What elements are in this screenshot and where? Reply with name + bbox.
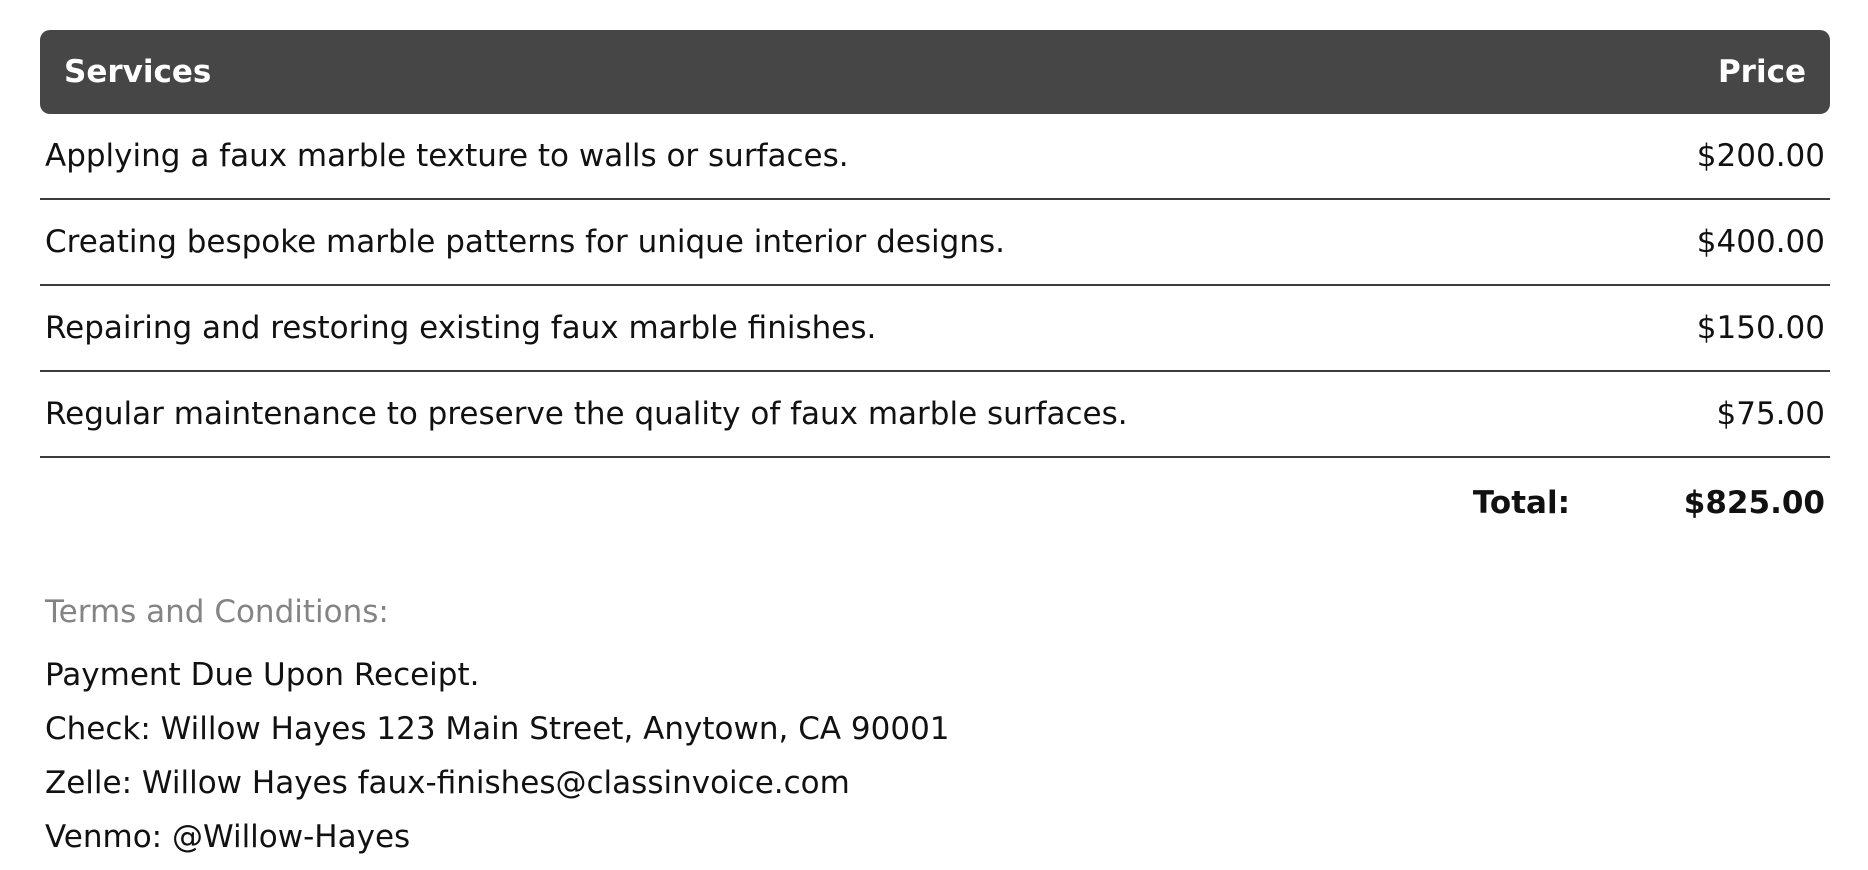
terms-line: Check: Willow Hayes 123 Main Street, Anytown, CA 90001 <box>45 711 950 747</box>
service-cell: Regular maintenance to preserve the quality of faux marble surfaces. <box>45 396 1128 432</box>
services-table-body <box>40 114 1830 458</box>
services-table-header <box>40 30 1830 114</box>
services-column-header: Services <box>64 54 212 90</box>
table-row <box>40 200 1830 286</box>
terms-line: Payment Due Upon Receipt. <box>45 657 480 693</box>
price-column-header: Price <box>1717 54 1806 90</box>
terms-line: Venmo: @Willow-Hayes <box>45 819 411 855</box>
price-cell: $200.00 <box>1696 138 1825 174</box>
service-cell: Applying a faux marble texture to walls or surfaces. <box>45 138 849 174</box>
total-row <box>40 458 1830 548</box>
table-row <box>40 114 1830 200</box>
table-row <box>40 286 1830 372</box>
service-cell: Repairing and restoring existing faux marble finishes. <box>45 310 877 346</box>
terms-lines <box>45 648 1825 864</box>
total-value: $825.00 <box>1683 485 1825 521</box>
total-label: Total: <box>1472 485 1570 521</box>
price-cell: $400.00 <box>1696 224 1825 260</box>
terms-heading: Terms and Conditions: <box>45 594 389 630</box>
services-table <box>40 30 1830 548</box>
price-cell: $75.00 <box>1716 396 1825 432</box>
price-cell: $150.00 <box>1696 310 1825 346</box>
service-cell: Creating bespoke marble patterns for unique interior designs. <box>45 224 1006 260</box>
terms-line: Zelle: Willow Hayes faux-finishes@classinvoice.com <box>45 765 850 801</box>
table-row <box>40 372 1830 458</box>
terms-section <box>40 594 1830 864</box>
